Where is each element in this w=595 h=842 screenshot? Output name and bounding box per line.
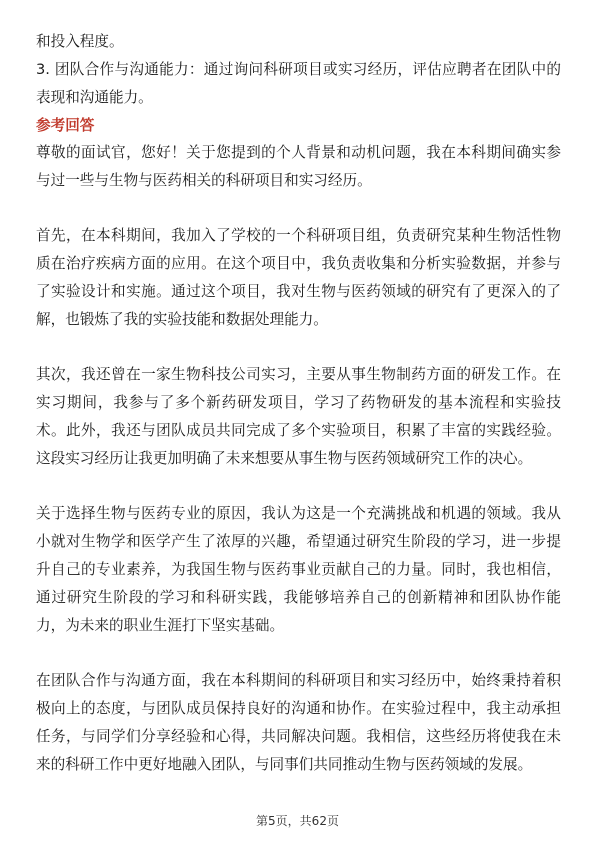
paragraph-spacer (36, 195, 561, 222)
intro-line-continuation: 和投入程度。 (36, 33, 124, 50)
answer-paragraph-teamwork: 在团队合作与沟通方面，我在本科期间的科研项目和实习经历中，始终秉持着积极向上的态度，与团队成员保持良好的沟通和协作。在实验过程中，我主动承担任务，与同学们分享经验和心得，共同解决问题。我相信，这些经历将使我在未来的科研工作中更好地融入团队，与同事们共同推动生物与医药领域的发展。 (36, 672, 561, 773)
paragraph-spacer (36, 640, 561, 667)
answer-heading: 参考回答 (36, 117, 95, 134)
document-body (36, 28, 561, 779)
page-indicator: 第5页，共62页 (256, 814, 339, 828)
paragraph-spacer (36, 473, 561, 500)
evaluation-point-3: 3. 团队合作与沟通能力：通过询问科研项目或实习经历，评估应聘者在团队中的表现和沟通能力。 (36, 61, 561, 106)
answer-paragraph-research: 首先，在本科期间，我加入了学校的一个科研项目组，负责研究某种生物活性物质在治疗疾病方面的应用。在这个项目中，我负责收集和分析实验数据，并参与了实验设计和实施。通过这个项目，我对生物与医药领域的研究有了更深入的了解，也锻炼了我的实验技能和数据处理能力。 (36, 227, 561, 328)
answer-paragraph-motivation: 关于选择生物与医药专业的原因，我认为这是一个充满挑战和机遇的领域。我从小就对生物学和医学产生了浓厚的兴趣，希望通过研究生阶段的学习，进一步提升自己的专业素养，为我国生物与医药事业贡献自己的力量。同时，我也相信，通过研究生阶段的学习和科研实践，我能够培养自己的创新精神和团队协作能力，为未来的职业生涯打下坚实基础。 (36, 505, 561, 634)
paragraph-spacer (36, 334, 561, 361)
answer-paragraph-greeting: 尊敬的面试官，您好！关于您提到的个人背景和动机问题，我在本科期间确实参与过一些与生物与医药相关的科研项目和实习经历。 (36, 144, 561, 189)
answer-paragraph-internship: 其次，我还曾在一家生物科技公司实习，主要从事生物制药方面的研发工作。在实习期间，我参与了多个新药研发项目，学习了药物研发的基本流程和实验技术。此外，我还与团队成员共同完成了多个实验项目，积累了丰富的实践经验。这段实习经历让我更加明确了未来想要从事生物与医药领域研究工作的决心。 (36, 366, 561, 467)
